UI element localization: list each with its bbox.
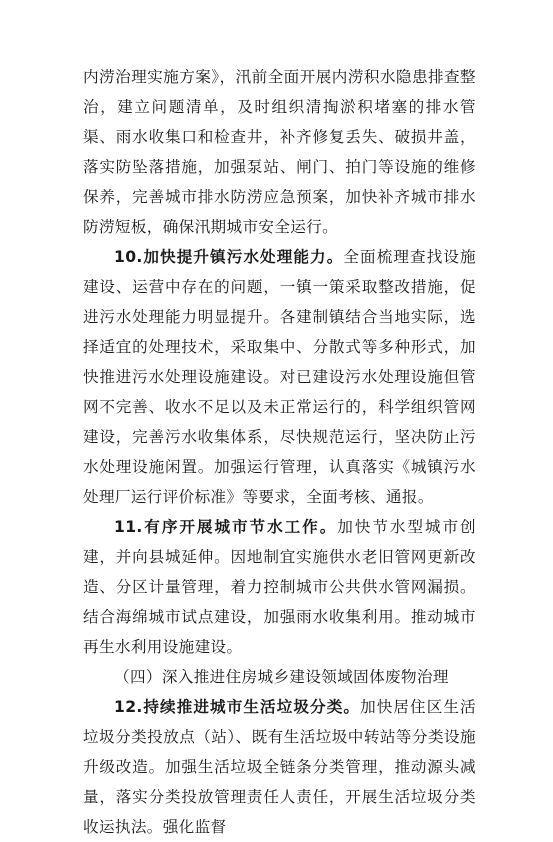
section-heading-4: （四）深入推进住房城乡建设领域固体废物治理 bbox=[114, 668, 449, 686]
document-body bbox=[83, 62, 476, 842]
item-heading: 12.持续推进城市生活垃圾分类。 bbox=[114, 698, 361, 716]
item-heading: 11.有序开展城市节水工作。 bbox=[114, 518, 338, 536]
paragraph-continued bbox=[83, 62, 476, 242]
paragraph-item-12 bbox=[83, 692, 476, 842]
paragraph-text: 加快居住区生活垃圾分类投放点（站）、既有生活垃圾中转站等分类设施升级改造。加强生活垃圾全链条分类管理，推动源头减量，落实分类投放管理责任人责任，开展生活垃圾分类收运执法。强化监督 bbox=[83, 698, 477, 836]
paragraph-item-10 bbox=[83, 242, 476, 512]
paragraph-text: 加快节水型城市创建，并向县城延伸。因地制宜实施供水老旧管网更新改造、分区计量管理，着力控制城市公共供水管网漏损。结合海绵城市试点建设，加强雨水收集利用。推动城市再生水利用设施建设。 bbox=[83, 518, 476, 656]
paragraph-text: 全面梳理查找设施建设、运营中存在的问题，一镇一策采取整改措施，促进污水处理能力明显提升。各建制镇结合当地实际，选择适宜的处理技术，采取集中、分散式等多种形式，加快推进污水处理设施建设。对已建设污水处理设施但管网不完善、收水不足以及未正常运行的，科学组织管网建设，完善污水收集体系，尽快规范运行，坚决防止污水处理设施闲置。加强运行管理，认真落实《城镇污水处理厂运行评价标准》等要求，全面考核、通报。 bbox=[83, 248, 476, 506]
paragraph-text: 内涝治理实施方案》，汛前全面开展内涝积水隐患排查整治，建立问题清单，及时组织清掏淤积堵塞的排水管渠、雨水收集口和检查井，补齐修复丢失、破损井盖，落实防坠落措施，加强泵站、闸门、拍门等设施的维修保养，完善城市排水防涝应急预案，加快补齐城市排水防涝短板，确保汛期城市安全运行。 bbox=[83, 68, 476, 236]
paragraph-item-11 bbox=[83, 512, 476, 662]
item-heading: 10.加快提升镇污水处理能力。 bbox=[114, 248, 344, 266]
